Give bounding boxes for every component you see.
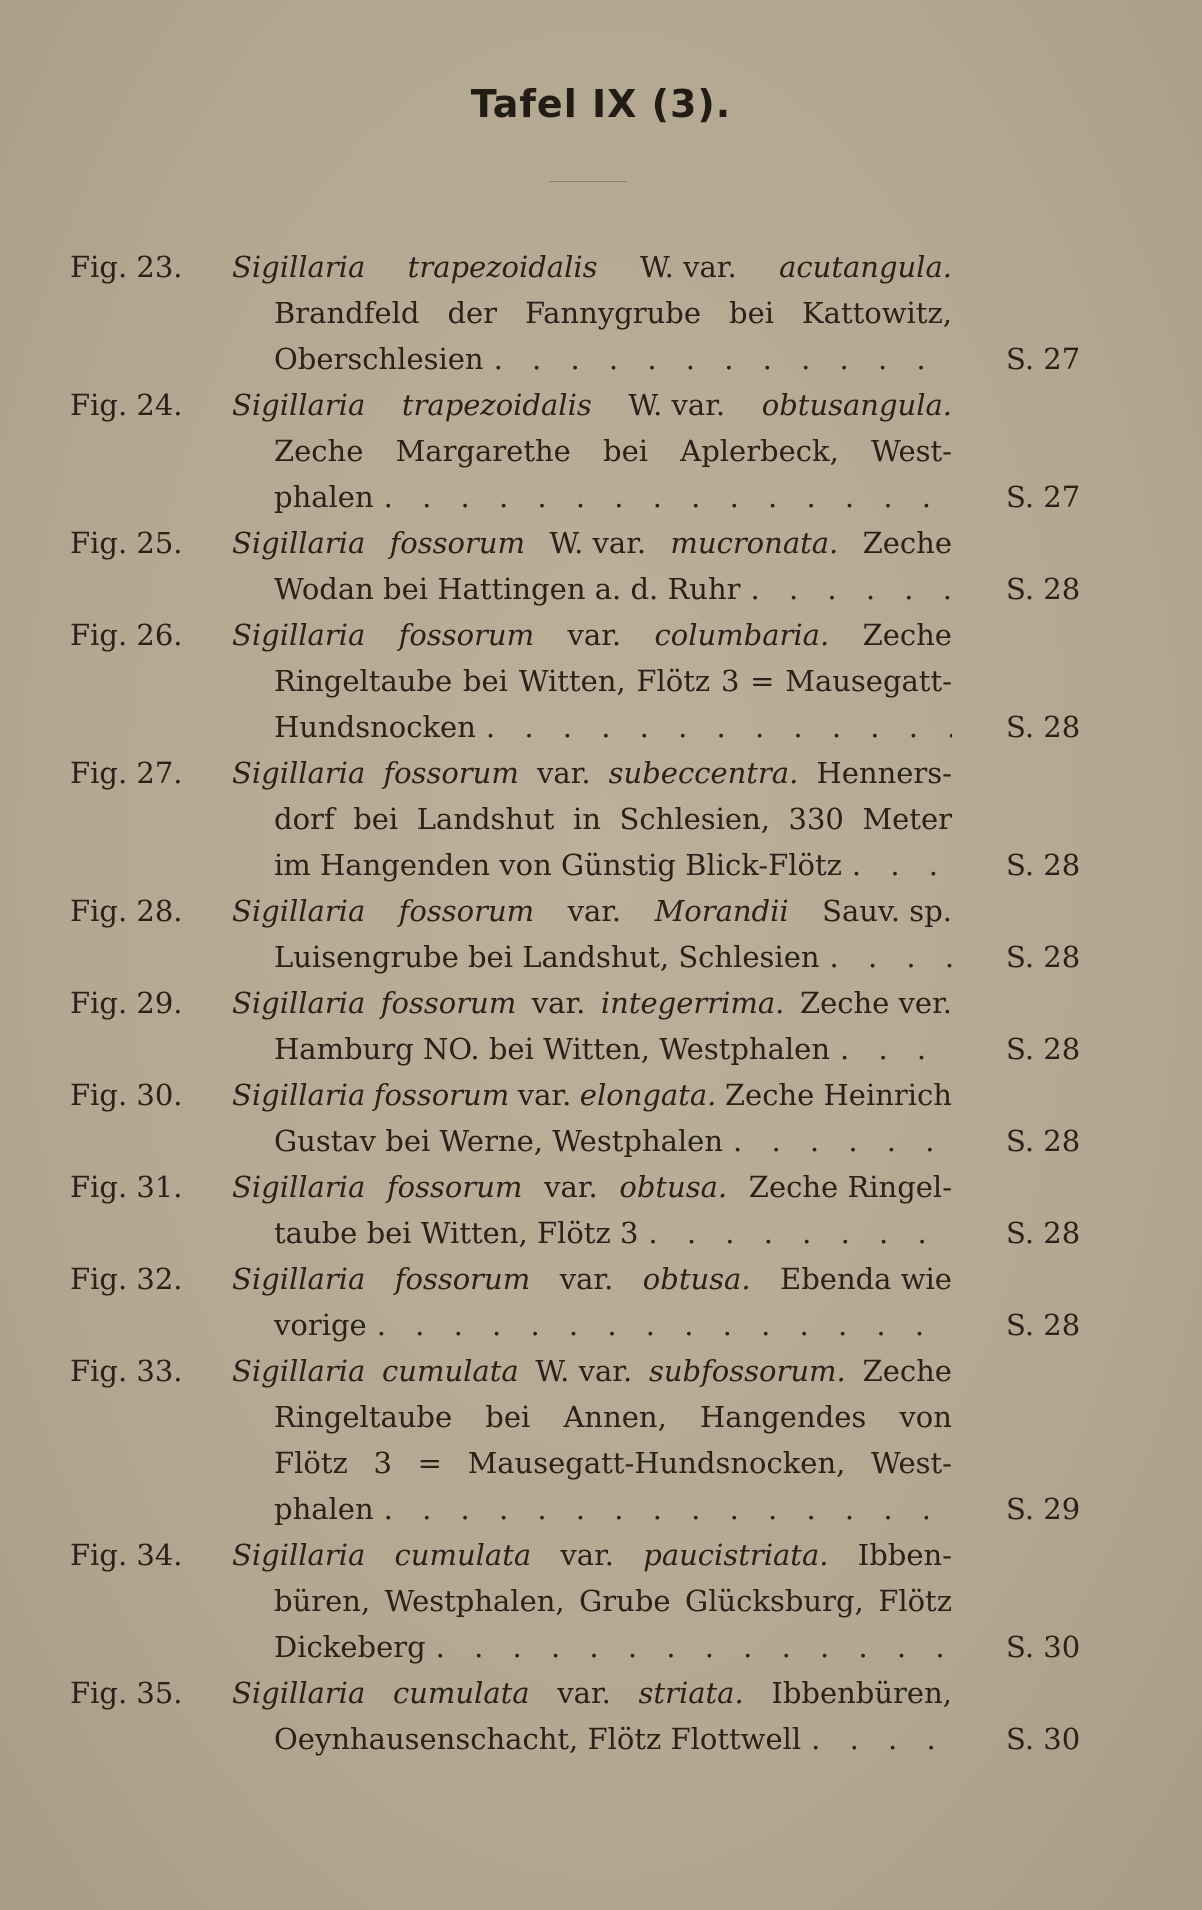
dot-leader (820, 934, 952, 980)
locality-last-line (274, 1026, 952, 1072)
figure-entry (0, 1256, 1202, 1348)
taxon-line (232, 1532, 952, 1578)
dot-leader (801, 1716, 952, 1762)
variety-name: subfossorum. (648, 1354, 846, 1388)
dot-leader (374, 474, 952, 520)
locality-text: Oberschlesien (274, 342, 484, 376)
figure-description (232, 750, 952, 888)
locality-last-line (274, 1486, 952, 1532)
dot-leader (374, 1486, 952, 1532)
taxon-line (232, 382, 952, 428)
variety-name: integerrima. (600, 986, 785, 1020)
figure-entry (0, 1532, 1202, 1670)
genus-name: Sigillaria (232, 1262, 366, 1296)
locality-line: Ringeltaube bei Witten, Flötz 3 = Mausegatt- (274, 664, 952, 698)
locality-last-line (274, 1118, 952, 1164)
author-var: var. (560, 1538, 614, 1572)
variety-name: elongata. (579, 1078, 717, 1112)
locality-text: Hundsnocken (274, 710, 476, 744)
author-var: var. (567, 894, 622, 928)
figure-number: Fig. 30. (70, 1078, 183, 1112)
figure-description (232, 980, 952, 1072)
locality-text: Oeynhausenschacht, Flötz Flottwell (274, 1722, 802, 1756)
variety-name: columbaria. (654, 618, 830, 652)
species-name: fossorum (389, 526, 526, 560)
locality-line: Flötz 3 = Mausegatt-Hundsnocken, West- (274, 1446, 952, 1480)
locality-last-line (274, 474, 952, 520)
species-name: fossorum (394, 1262, 531, 1296)
locality-text: taube bei Witten, Flötz 3 (274, 1216, 639, 1250)
dot-leader (723, 1118, 952, 1164)
taxon-line (232, 1072, 952, 1118)
taxon-line (232, 1348, 952, 1394)
figure-entry (0, 612, 1202, 750)
variety-name: Morandii (654, 894, 789, 928)
taxon-line (232, 1164, 952, 1210)
figure-description (232, 888, 952, 980)
figure-number: Fig. 28. (70, 894, 183, 928)
author-var: W. var. (628, 388, 726, 422)
locality-line: Brandfeld der Fannygrube bei Kattowitz, (274, 296, 952, 330)
locality-last-line (274, 1624, 952, 1670)
author-var: W. var. (549, 526, 647, 560)
variety-name: obtusa. (642, 1262, 751, 1296)
page-reference: S. 27 (1006, 480, 1081, 514)
dot-leader (830, 1026, 952, 1072)
species-name: trapezoidalis (401, 388, 592, 422)
locality-text: Dickeberg (274, 1630, 426, 1664)
taxon-line (232, 1256, 952, 1302)
locality-line: Ringeltaube bei Annen, Hangendes von (274, 1400, 952, 1434)
locality-last-line (274, 1716, 952, 1762)
locality-start: Zeche (862, 526, 952, 560)
locality-text: phalen (274, 1492, 374, 1526)
figure-entry (0, 1072, 1202, 1164)
figure-list (0, 244, 1202, 1762)
locality-text: phalen (274, 480, 374, 514)
locality-start: Ibbenbüren, (771, 1676, 952, 1710)
genus-name: Sigillaria (232, 1676, 366, 1710)
locality-last-line (274, 842, 952, 888)
title-rule (549, 181, 627, 182)
locality-start: Sauv. sp. (822, 894, 952, 928)
locality-line: büren, Westphalen, Grube Glücksburg, Flötz (274, 1584, 952, 1618)
locality-start: Zeche Heinrich (724, 1078, 952, 1112)
figure-number: Fig. 31. (70, 1170, 183, 1204)
locality-last-line (274, 934, 952, 980)
locality-last-line (274, 336, 952, 382)
locality-text: Luisengrube bei Landshut, Schlesien (274, 940, 820, 974)
dot-leader (842, 842, 952, 888)
species-name: fossorum (398, 894, 535, 928)
species-name: fossorum (383, 756, 519, 790)
locality-last-line (274, 1302, 952, 1348)
page-reference: S. 28 (1006, 940, 1081, 974)
variety-name: acutangula. (779, 250, 952, 284)
figure-entry (0, 1164, 1202, 1256)
locality-start: Zeche Ringel- (748, 1170, 952, 1204)
genus-name: Sigillaria (232, 250, 366, 284)
figure-number: Fig. 27. (70, 756, 183, 790)
genus-name: Sigillaria (232, 388, 366, 422)
page-reference: S. 28 (1006, 1124, 1081, 1158)
variety-name: obtusa. (619, 1170, 728, 1204)
figure-number: Fig. 25. (70, 526, 183, 560)
dot-leader (741, 566, 952, 612)
locality-text: Hamburg NO. bei Witten, Westphalen (274, 1032, 831, 1066)
page-reference: S. 28 (1006, 1308, 1081, 1342)
page-reference: S. 27 (1006, 342, 1081, 376)
figure-entry (0, 980, 1202, 1072)
figure-description (232, 1532, 952, 1670)
taxon-line (232, 750, 952, 796)
author-var: var. (557, 1676, 611, 1710)
genus-name: Sigillaria (232, 1078, 366, 1112)
species-name: trapezoidalis (407, 250, 598, 284)
locality-start: Zeche (862, 1354, 952, 1388)
page-reference: S. 28 (1006, 848, 1081, 882)
author-var: var. (536, 756, 591, 790)
species-name: fossorum (386, 1170, 523, 1204)
page-reference: S. 28 (1006, 1216, 1081, 1250)
page-reference: S. 28 (1006, 1032, 1081, 1066)
genus-name: Sigillaria (232, 1354, 366, 1388)
figure-description (232, 1164, 952, 1256)
species-name: fossorum (373, 1078, 510, 1112)
taxon-line (232, 244, 952, 290)
dot-leader (638, 1210, 952, 1256)
locality-start: Zeche (862, 618, 952, 652)
locality-text: vorige (274, 1308, 367, 1342)
figure-number: Fig. 33. (70, 1354, 183, 1388)
dot-leader (367, 1302, 952, 1348)
genus-name: Sigillaria (232, 526, 366, 560)
author-var: var. (567, 618, 622, 652)
species-name: cumulata (392, 1676, 530, 1710)
author-var: var. (517, 1078, 572, 1112)
locality-last-line (274, 1210, 952, 1256)
species-name: fossorum (380, 986, 517, 1020)
locality-start: Ibben- (857, 1538, 952, 1572)
dot-leader (484, 336, 952, 382)
figure-entry (0, 244, 1202, 382)
genus-name: Sigillaria (232, 1538, 366, 1572)
figure-description (232, 1256, 952, 1348)
figure-description (232, 1072, 952, 1164)
figure-number: Fig. 26. (70, 618, 183, 652)
figure-entry (0, 520, 1202, 612)
taxon-line (232, 888, 952, 934)
figure-entry (0, 888, 1202, 980)
figure-description (232, 1348, 952, 1532)
taxon-line (232, 520, 952, 566)
locality-last-line (274, 566, 952, 612)
species-name: cumulata (382, 1354, 519, 1388)
genus-name: Sigillaria (232, 894, 366, 928)
locality-text: Gustav bei Werne, Westphalen (274, 1124, 724, 1158)
genus-name: Sigillaria (232, 756, 366, 790)
figure-number: Fig. 34. (70, 1538, 183, 1572)
author-var: var. (544, 1170, 598, 1204)
figure-number: Fig. 23. (70, 250, 183, 284)
figure-description (232, 382, 952, 520)
dot-leader (476, 704, 952, 750)
genus-name: Sigillaria (232, 986, 366, 1020)
page-reference: S. 28 (1006, 572, 1081, 606)
page-reference: S. 30 (1006, 1722, 1081, 1756)
page-reference: S. 29 (1006, 1492, 1081, 1526)
locality-last-line (274, 704, 952, 750)
figure-entry (0, 382, 1202, 520)
figure-number: Fig. 35. (70, 1676, 183, 1710)
plate-title: Tafel IX (3). (470, 82, 732, 126)
author-var: var. (531, 986, 586, 1020)
locality-start: Henners- (816, 756, 952, 790)
genus-name: Sigillaria (232, 618, 366, 652)
figure-number: Fig. 24. (70, 388, 183, 422)
author-var: var. (559, 1262, 614, 1296)
figure-description (232, 1670, 952, 1762)
locality-start: Zeche ver. (799, 986, 952, 1020)
figure-number: Fig. 32. (70, 1262, 183, 1296)
author-var: W. var. (535, 1354, 633, 1388)
figure-number: Fig. 29. (70, 986, 183, 1020)
taxon-line (232, 612, 952, 658)
page-reference: S. 28 (1006, 710, 1081, 744)
figure-description (232, 520, 952, 612)
locality-text: Wodan bei Hattingen a. d. Ruhr (274, 572, 741, 606)
locality-start: Ebenda wie (780, 1262, 952, 1296)
locality-line: dorf bei Landshut in Schlesien, 330 Meter (274, 802, 952, 836)
variety-name: paucistriata. (643, 1538, 829, 1572)
species-name: cumulata (394, 1538, 532, 1572)
taxon-line (232, 980, 952, 1026)
taxon-line (232, 1670, 952, 1716)
variety-name: subeccentra. (608, 756, 799, 790)
variety-name: obtusangula. (761, 388, 952, 422)
genus-name: Sigillaria (232, 1170, 366, 1204)
species-name: fossorum (398, 618, 535, 652)
figure-entry (0, 1670, 1202, 1762)
page-reference: S. 30 (1006, 1630, 1081, 1664)
locality-text: im Hangenden von Günstig Blick-Flötz (274, 848, 842, 882)
figure-description (232, 244, 952, 382)
figure-entry (0, 1348, 1202, 1532)
dot-leader (426, 1624, 952, 1670)
figure-entry (0, 750, 1202, 888)
variety-name: striata. (638, 1676, 744, 1710)
figure-description (232, 612, 952, 750)
variety-name: mucronata. (670, 526, 839, 560)
locality-line: Zeche Margarethe bei Aplerbeck, West- (274, 434, 952, 468)
author-var: W. var. (639, 250, 737, 284)
